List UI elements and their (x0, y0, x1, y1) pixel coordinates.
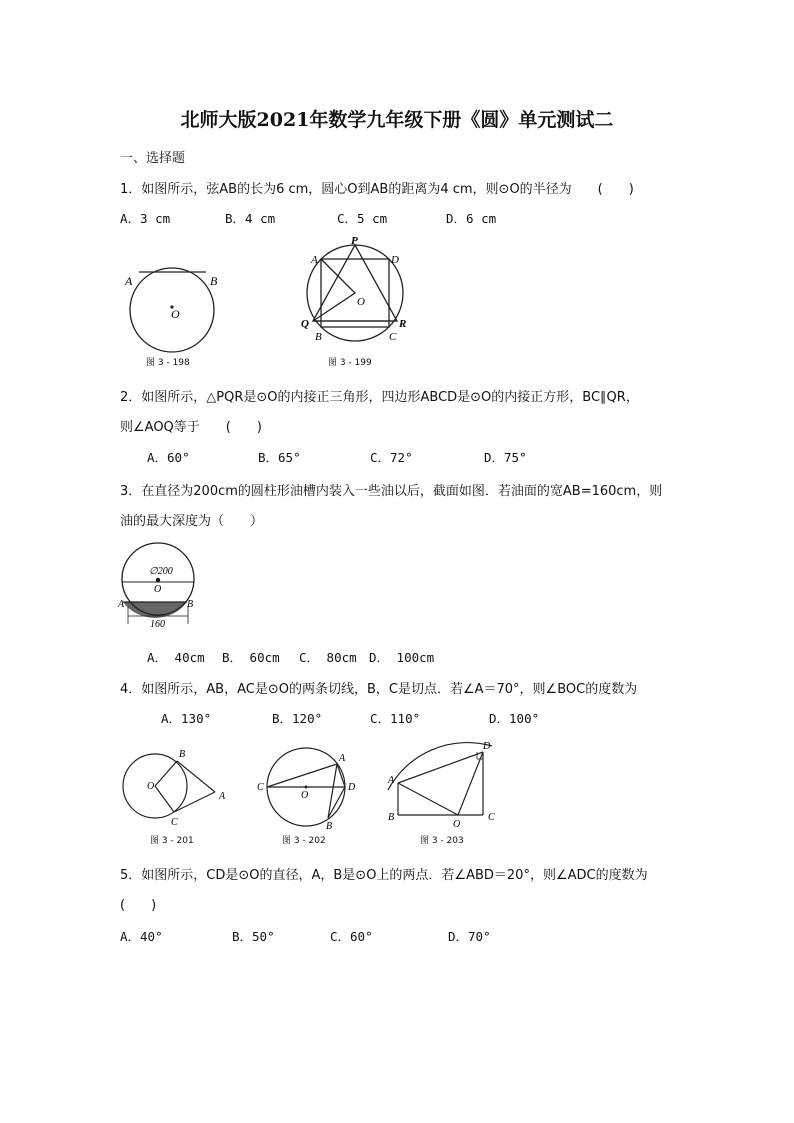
q3-option-c[interactable]: C． 80cm (299, 650, 357, 665)
q3-stem-line2: 油的最大深度为（ ） (120, 514, 264, 529)
fig203-label-d: D (483, 741, 491, 752)
fig199-label-q: Q (301, 318, 309, 330)
q1-option-a[interactable]: A．3 cm (120, 211, 171, 226)
q5-option-d[interactable]: D．70° (448, 929, 491, 944)
q5-stem-line1: 5．如图所示，CD是⊙O的直径，A，B是⊙O上的两点．若∠ABD＝20°，则∠ADC的度数为 (120, 868, 648, 883)
q2-option-c[interactable]: C．72° (370, 450, 413, 465)
q5-option-b[interactable]: B．50° (232, 929, 275, 944)
q3-stem-line1: 3．在直径为200cm的圆柱形油槽内装入一些油以后，截面如图．若油面的宽AB=160cm，则 (120, 484, 663, 499)
fig199-label-p: P (351, 235, 358, 247)
fig202-label-a: A (339, 753, 346, 764)
figure-3-202 (256, 745, 361, 835)
fig202-caption: 图 3 - 202 (282, 836, 326, 846)
fig201-label-a: A (219, 791, 226, 802)
fig199-label-b: B (315, 331, 322, 343)
fig202-label-d: D (348, 782, 356, 793)
q1-stem: 1．如图所示，弦AB的长为6 cm，圆心O到AB的距离为4 cm，则⊙O的半径为 ( ) (120, 182, 634, 197)
fig203-label-c: C (488, 812, 495, 823)
figure-oil-tank (115, 542, 205, 637)
fig198-label-b: B (210, 274, 218, 288)
fig199-label-d: D (391, 254, 399, 266)
q5-option-a[interactable]: A．40° (120, 929, 163, 944)
fig199-label-a: A (311, 254, 318, 266)
q5-stem-line2: ( ) (120, 898, 157, 913)
fig201-label-o: O (147, 781, 155, 792)
fig202-label-b: B (326, 821, 333, 832)
fig199-caption: 图 3 - 199 (328, 358, 372, 368)
figure-3-203 (382, 738, 517, 833)
fig199-label-o: O (357, 296, 365, 308)
q2-option-b[interactable]: B．65° (258, 450, 301, 465)
fig202-label-o: O (301, 790, 309, 801)
section-heading: 一、选择题 (120, 151, 186, 166)
figure-3-199 (295, 237, 420, 357)
q5-option-c[interactable]: C．60° (330, 929, 373, 944)
q4-option-b[interactable]: B．120° (272, 711, 323, 726)
q1-option-c[interactable]: C．5 cm (337, 211, 388, 226)
oil-label-b: B (187, 599, 194, 610)
q3-option-d[interactable]: D． 100cm (369, 650, 435, 665)
page-title: 北师大版2021年数学九年级下册《圆》单元测试二 (180, 109, 614, 131)
fig203-caption: 图 3 - 203 (420, 836, 464, 846)
q2-stem-line2: 则∠AOQ等于 ( ) (120, 420, 262, 435)
figure-3-201 (117, 745, 237, 835)
q4-option-c[interactable]: C．110° (370, 711, 421, 726)
q2-option-a[interactable]: A．60° (147, 450, 190, 465)
oil-label-diameter: ∅200 (149, 566, 173, 577)
fig202-label-c: C (257, 782, 264, 793)
fig201-label-c: C (171, 817, 178, 828)
q1-option-d[interactable]: D．6 cm (446, 211, 497, 226)
oil-label-160: 160 (150, 619, 165, 630)
q4-option-a[interactable]: A．130° (161, 711, 212, 726)
q3-option-b[interactable]: B． 60cm (222, 650, 280, 665)
fig203-label-a: A (388, 775, 395, 786)
fig198-label-o: O (171, 307, 180, 321)
q2-stem-line1: 2．如图所示，△PQR是⊙O的内接正三角形，四边形ABCD是⊙O的内接正方形，BC∥QR， (120, 390, 639, 405)
fig203-label-b: B (388, 812, 395, 823)
fig198-label-a: A (125, 274, 133, 288)
fig199-label-r: R (399, 318, 407, 330)
fig198-caption: 图 3 - 198 (146, 358, 190, 368)
q2-option-d[interactable]: D．75° (484, 450, 527, 465)
fig201-caption: 图 3 - 201 (150, 836, 194, 846)
q4-option-d[interactable]: D．100° (489, 711, 540, 726)
oil-label-o: O (154, 584, 162, 595)
q1-option-b[interactable]: B．4 cm (225, 211, 276, 226)
fig201-label-b: B (179, 749, 186, 760)
fig203-label-o: O (453, 819, 461, 830)
q4-stem: 4．如图所示，AB，AC是⊙O的两条切线，B，C是切点．若∠A＝70°，则∠BOC的度数为 (120, 682, 638, 697)
q3-option-a[interactable]: A． 40cm (147, 650, 205, 665)
fig199-label-c: C (389, 331, 397, 343)
oil-label-a: A (118, 599, 125, 610)
